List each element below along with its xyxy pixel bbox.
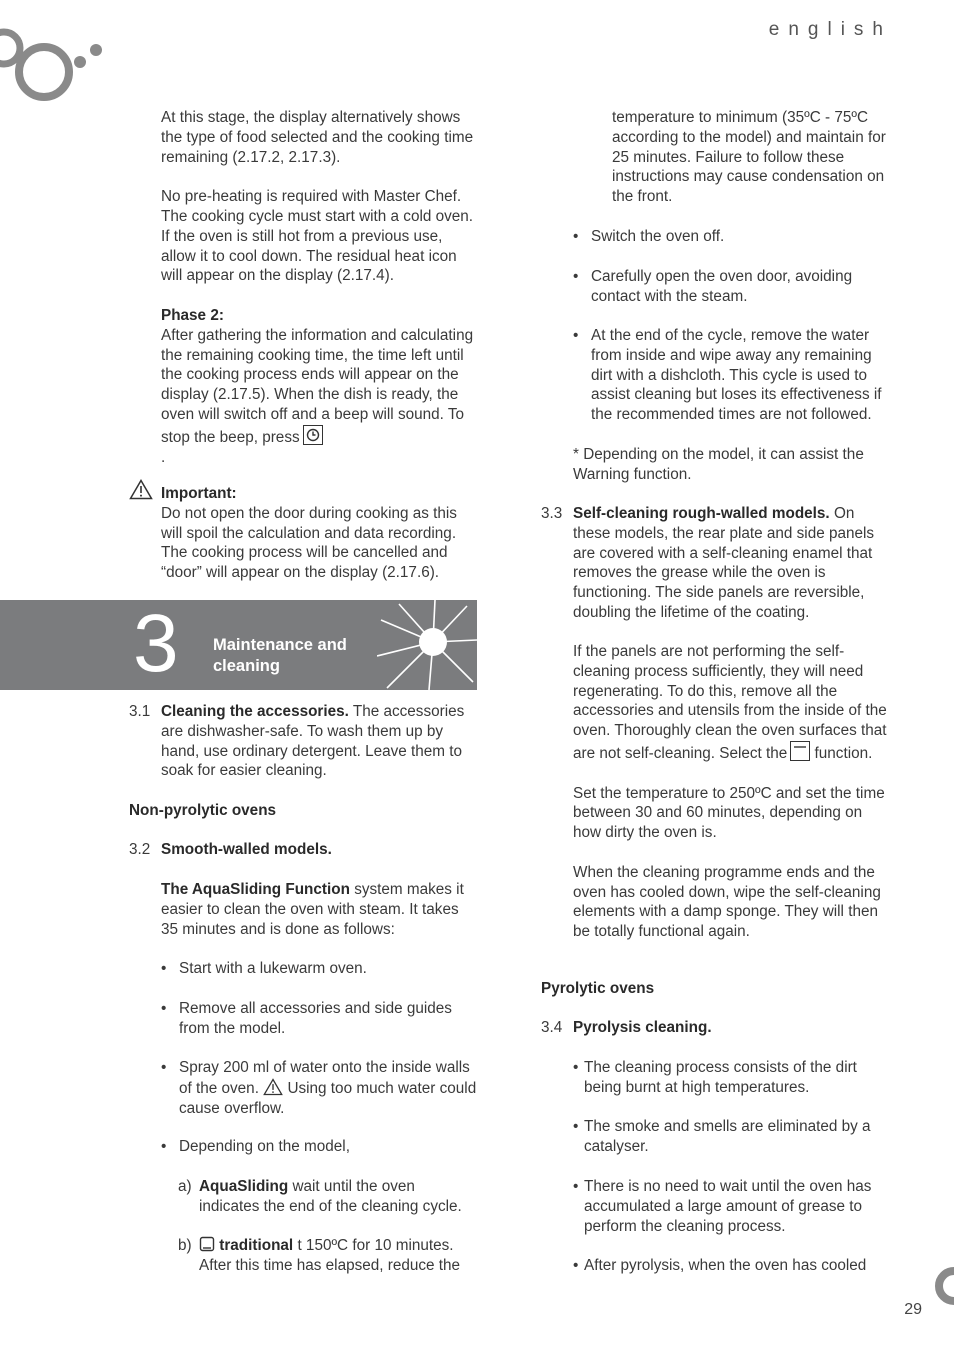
aquasliding-bold: The AquaSliding Function: [161, 881, 350, 898]
page-number: 29: [904, 1301, 922, 1318]
section-number-label: 3.1: [129, 703, 151, 720]
sub-item-b: [178, 1236, 477, 1276]
paragraph-text: If the panels are not performing the self-cleaning process sufficiently, they will need regenerating. To do this, remove all the accessories and utensils from the inside of the oven. Thoroughly clean the oven surfaces that are not self-cleaning. Select the: [573, 643, 887, 762]
section-3-1-text: [161, 702, 477, 781]
sub-item-body: t 150ºC for 10 minutes. After this time has elapsed, reduce the: [199, 1237, 461, 1274]
list-item: • The smoke and smells are eliminated by a catalyser.: [573, 1117, 892, 1157]
bullet-text-part: Spray 200 ml of water onto the inside walls of the oven.: [179, 1059, 470, 1097]
list-item: • Depending on the model,: [161, 1137, 477, 1157]
paragraph: Set the temperature to 250ºC and set the time between 30 and 60 minutes, depending on how dirty the oven is.: [573, 784, 885, 842]
clock-icon: [303, 425, 323, 445]
section-banner: [0, 600, 477, 690]
section-3-1: [129, 702, 477, 781]
section-number: 3: [133, 598, 179, 689]
nonpyro-heading: Non-pyrolytic ovens: [129, 802, 277, 819]
list-item: • At the end of the cycle, remove the water from inside and wipe away any remaining dirt with a dishcloth. This cycle is used to assist cleaning but loses its effectiveness if the recommended times are not followed.: [573, 326, 892, 425]
language-label: english: [768, 19, 892, 40]
phase2-end: .: [161, 448, 166, 466]
bullet-text: Remove all accessories and side guides from the model.: [179, 1000, 452, 1037]
phase2-heading: Phase 2:: [161, 306, 224, 324]
section-3-3: [541, 504, 892, 623]
section-title: Cleaning the accessories.: [161, 703, 349, 720]
sub-item-body: wait until the oven indicates the end of the cleaning cycle.: [199, 1178, 462, 1215]
paragraph: [573, 642, 892, 764]
important-text: Do not open the door during cooking as this will spoil the calculation and data recording. The cooking process will be cancelled and “door” will appear on the display (2.17.6).: [161, 504, 457, 582]
sub-item-bold: traditional: [219, 1237, 294, 1254]
phase2-paragraph: [161, 326, 477, 468]
section-title: Smooth-walled models.: [161, 841, 332, 858]
paragraph: No pre-heating is required with Master Chef. The cooking cycle must start with a cold oven. If the oven is still hot from a previous use, allow it to cool down. The residual heat icon will appear on the display (2.17.4).: [161, 188, 474, 285]
warning-icon: [129, 479, 153, 500]
bullet-text: The smoke and smells are eliminated by a catalyser.: [584, 1118, 871, 1155]
bullet-text: [179, 1058, 477, 1118]
right-continuation: [612, 108, 892, 207]
section-number-label: 3.2: [129, 841, 151, 858]
footnote-text: * Depending on the model, it can assist the Warning function.: [573, 446, 864, 483]
aquasliding-text: system makes it easier to clean the oven with steam. It takes 35 minutes and is done as follows:: [161, 881, 464, 938]
bullet-text: Carefully open the oven door, avoiding contact with the steam.: [591, 268, 853, 305]
sub-item-label: b): [178, 1237, 192, 1254]
starburst-icon: [377, 600, 477, 690]
section-3-3-text: [573, 504, 892, 623]
section-number-label: 3.4: [541, 1019, 563, 1036]
bullet-text: Start with a lukewarm oven.: [179, 960, 367, 977]
sub-item-bold: AquaSliding: [199, 1178, 289, 1195]
sub-item-text: [199, 1177, 477, 1217]
list-item: • Carefully open the oven door, avoiding contact with the steam.: [573, 267, 892, 307]
brand-circles-icon: [0, 18, 110, 108]
list-item: • The cleaning process consists of the dirt being burnt at high temperatures.: [573, 1058, 892, 1098]
aquasliding-intro: [161, 880, 477, 939]
warning-icon: [263, 1078, 283, 1096]
important-note: [161, 484, 477, 583]
bullet-text: After pyrolysis, when the oven has cooled: [584, 1257, 867, 1274]
section-body: On these models, the rear plate and side panels are covered with a self-cleaning enamel that removes the grease while the oven is functioning. The side panels are reversible, doubling the lifetime of the coating.: [573, 505, 875, 621]
list-item: • Remove all accessories and side guides from the model.: [161, 999, 477, 1039]
top-heat-icon: [790, 741, 810, 761]
bullet-text: Depending on the model,: [179, 1138, 350, 1155]
paragraph: [161, 880, 477, 939]
list-item: • Start with a lukewarm oven.: [161, 959, 477, 979]
section-3-2: [129, 840, 477, 860]
bullet-text: There is no need to wait until the oven has accumulated a large amount of grease to perform the cleaning process.: [584, 1178, 872, 1235]
paragraph: At this stage, the display alternatively shows the type of food selected and the cooking time remaining (2.17.2, 2.17.3).: [161, 109, 474, 166]
bullet-text: Switch the oven off.: [591, 228, 725, 245]
bullet-text: The cleaning process consists of the dirt being burnt at high temperatures.: [584, 1059, 857, 1096]
sub-item-label: a): [178, 1178, 192, 1195]
footnote: [573, 445, 892, 485]
section-number-label: 3.3: [541, 505, 563, 522]
pyro-heading: Pyrolytic ovens: [541, 980, 655, 997]
paragraph: When the cleaning programme ends and the oven has cooled down, wipe the self-cleaning elements with a damp sponge. They will then be totally functional again.: [573, 863, 881, 941]
paragraph: temperature to minimum (35ºC - 75ºC according to the model) and maintain for 25 minutes. Failure to follow these instructions may cause condensation on the front.: [612, 109, 886, 206]
oven-icon: [199, 1236, 215, 1252]
list-item: • Switch the oven off.: [573, 227, 892, 247]
section-title-line: Maintenance and: [213, 636, 347, 654]
section-title: Self-cleaning rough-walled models.: [573, 505, 830, 522]
section-body: The accessories are dishwasher-safe. To wash them up by hand, use ordinary detergent. Leave them to soak for easier cleaning.: [161, 703, 465, 780]
bullet-text: At the end of the cycle, remove the water from inside and wipe away any remaining dirt with a dishcloth. This cycle is used to assist cleaning but loses its effectiveness if the recommended times are not followed.: [591, 327, 882, 424]
sub-item-text: [199, 1236, 477, 1276]
list-item: • Spray 200 ml of water onto the inside walls of the oven. Using too much water could cause overflow.: [161, 1059, 477, 1117]
section-title: Pyrolysis cleaning.: [573, 1019, 712, 1036]
section-title-line: cleaning: [213, 657, 280, 675]
list-item: • There is no need to wait until the oven has accumulated a large amount of grease to perform the cleaning process.: [573, 1177, 892, 1236]
list-item: • After pyrolysis, when the oven has cooled: [573, 1256, 892, 1276]
bullet-text-part: Using too much water could cause overflow.: [179, 1079, 477, 1117]
regeneration-paragraph: [573, 642, 892, 942]
sub-item-a: [178, 1177, 477, 1217]
section-title: [213, 635, 347, 677]
important-heading: Important:: [161, 485, 237, 502]
paragraph-text: function.: [814, 744, 873, 762]
section-3-4: [541, 1018, 892, 1038]
phase2-text: After gathering the information and calculating the remaining cooking time, the time left until the cooking process ends will appear on the display (2.17.5). When the dish is ready, the oven will switch off and a beep will sound. To stop the beep, press: [161, 326, 474, 446]
corner-circle-icon: [922, 1264, 954, 1308]
left-intro: [161, 108, 477, 467]
